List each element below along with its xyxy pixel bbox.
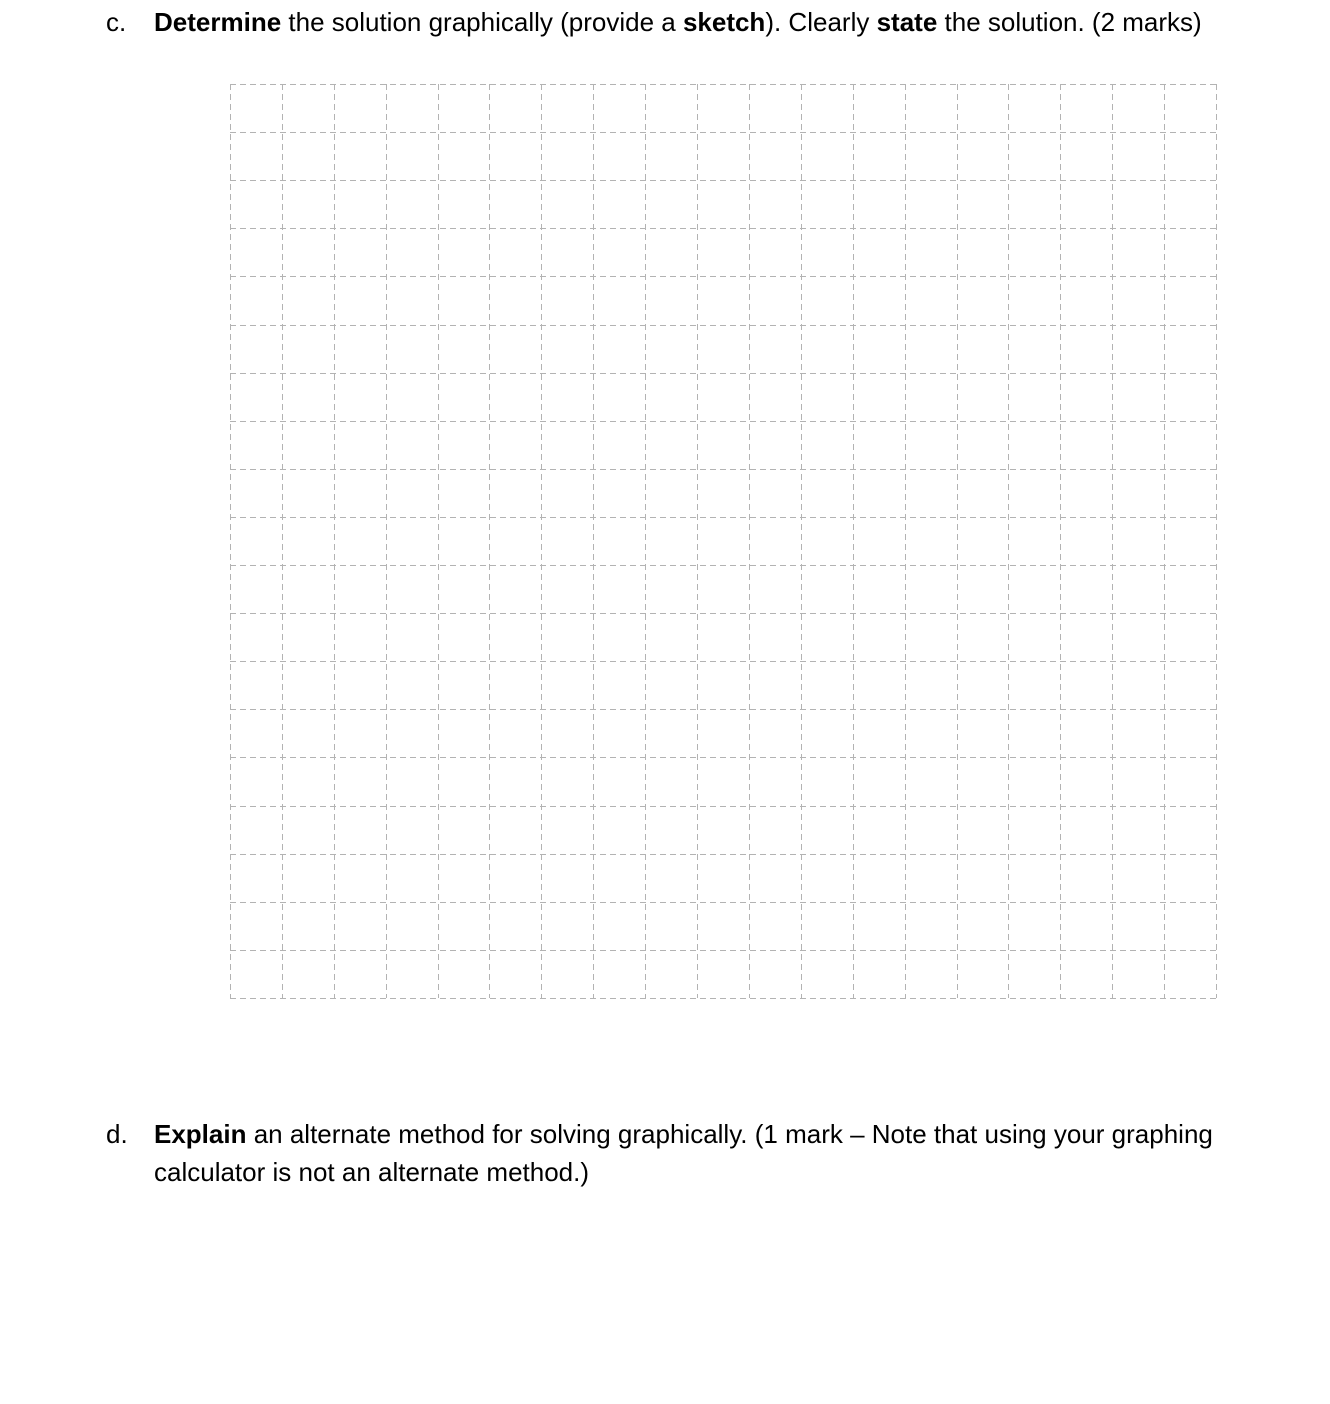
question-c-part-3: ). Clearly [765,7,877,37]
grid-canvas[interactable] [225,80,1221,1002]
sketch-grid[interactable] [225,80,1221,1002]
question-d-part-1: an alternate method for solving graphically. (1 mark – Note that using your graphing calculator is not an alternate method.) [154,1119,1213,1187]
question-c-part-1: the solution graphically (provide a [281,7,683,37]
question-c-part-4: state [876,7,938,37]
question-d-part-0: Explain [154,1119,247,1149]
question-c-text [154,3,1314,41]
question-d-text [154,1115,1304,1191]
question-d-letter: d. [106,1119,128,1149]
question-d [106,1115,1306,1195]
question-c-part-5: the solution. (2 marks) [937,7,1202,37]
question-c-letter: c. [106,7,127,37]
question-c [106,3,1306,43]
question-c-part-0: Determine [154,7,282,37]
question-c-part-2: sketch [682,7,766,37]
